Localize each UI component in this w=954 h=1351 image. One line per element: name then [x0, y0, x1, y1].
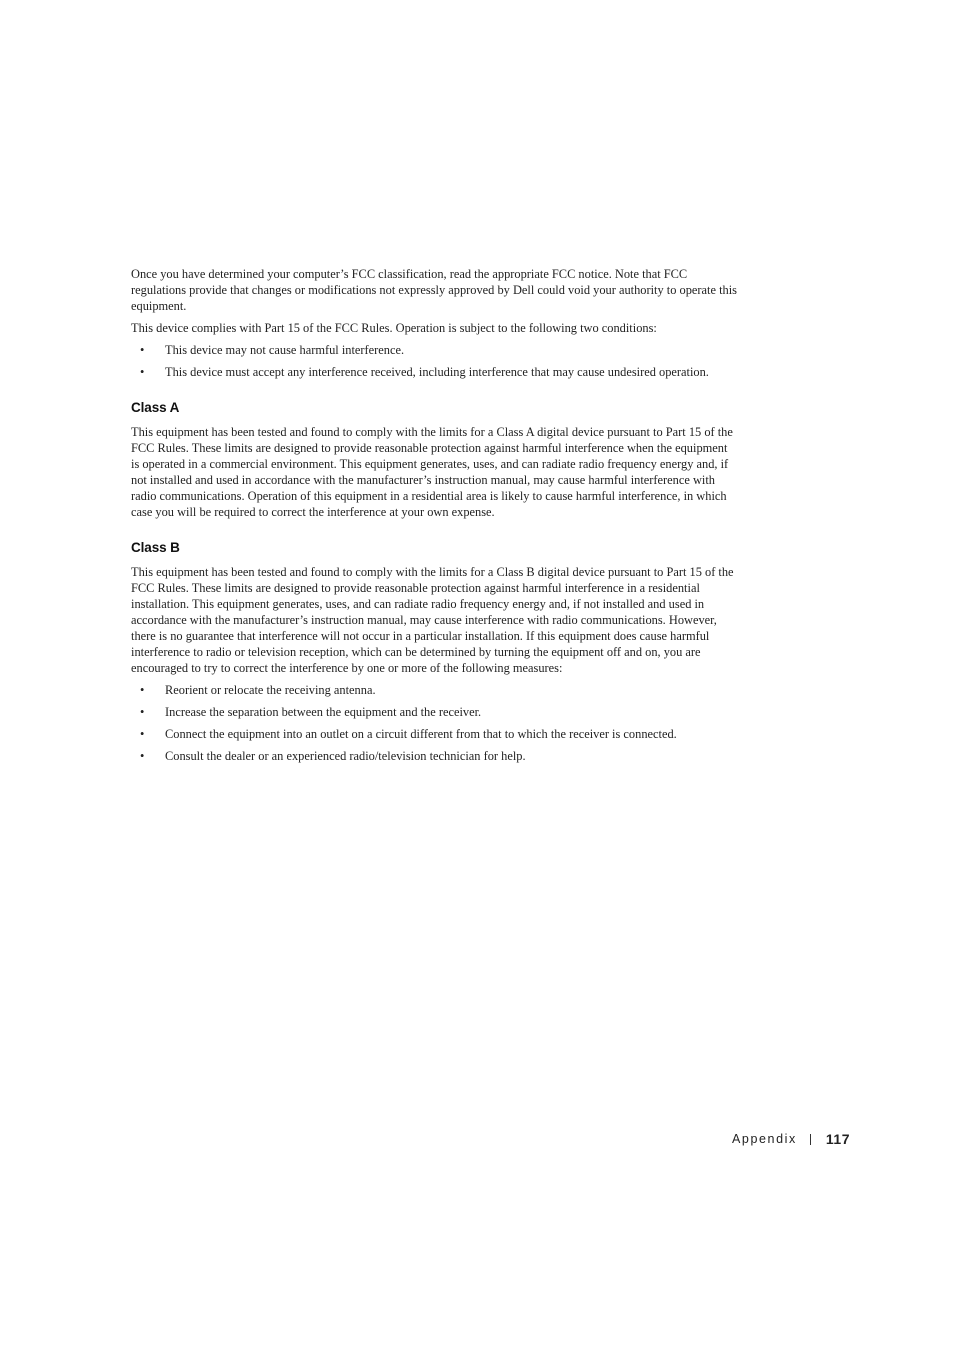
class-b-paragraph: This equipment has been tested and found to comply with the limits for a Class B digital device pursuant to Part 15 of the FCC Rules. These limits are designed to provide reasonable protection against harmful interference in a residential installation. This equipment generates, uses, and can radiate radio frequency energy and, if not installed and used in accordance with the manufacturer’s instruction manual, may cause interference with radio communications. However, there is no guarantee that interference will not occur in a particular installation. If this equipment does cause harmful interference to radio or television reception, which can be determined by turning the equipment off and on, you are encouraged to try to correct the interference by one or more of the following measures:: [131, 565, 734, 675]
bullet-icon: •: [140, 365, 145, 379]
class-a-heading: Class A: [131, 400, 180, 415]
list-item-text: This device may not cause harmful interference.: [165, 343, 405, 357]
class-a-paragraph: This equipment has been tested and found to comply with the limits for a Class A digital device pursuant to Part 15 of the FCC Rules. These limits are designed to provide reasonable protection against harmful interference when the equipment is operated in a commercial environment. This equipment generates, uses, and can radiate radio frequency energy and, if not installed and used in accordance with the manufacturer’s instruction manual, may cause harmful interference with radio communications. Operation of this equipment in a residential area is likely to cause harmful interference, in which case you will be required to correct the interference at your own expense.: [131, 425, 733, 519]
bullet-icon: •: [140, 727, 145, 741]
bullet-icon: •: [140, 343, 145, 357]
conditions-list: [131, 342, 737, 380]
list-item-text: This device must accept any interference received, including interference that may cause undesired operation.: [165, 365, 709, 379]
intro-paragraph-2: This device complies with Part 15 of the FCC Rules. Operation is subject to the following two conditions:: [131, 321, 657, 335]
class-b-heading: Class B: [131, 540, 180, 555]
page-number: 117: [825, 1131, 850, 1147]
list-item-text: Consult the dealer or an experienced radio/television technician for help.: [165, 749, 526, 763]
list-item: [131, 682, 737, 698]
list-item: [131, 704, 737, 720]
list-item: [131, 342, 737, 358]
footer-section-title: Appendix: [731, 1132, 797, 1146]
list-item: [131, 364, 737, 380]
list-item: [131, 748, 737, 764]
list-item-text: Reorient or relocate the receiving antenna.: [165, 683, 376, 697]
intro-paragraph-1: Once you have determined your computer’s FCC classification, read the appropriate FCC notice. Note that FCC regulations provide that changes or modifications not expressly approved by Dell could void your authority to operate this equipment.: [131, 267, 737, 313]
measures-list: [131, 682, 737, 764]
list-item: [131, 726, 737, 742]
document-body: [131, 266, 737, 770]
bullet-icon: •: [140, 705, 145, 719]
list-item-text: Increase the separation between the equipment and the receiver.: [165, 705, 482, 719]
bullet-icon: •: [140, 749, 145, 763]
list-item-text: Connect the equipment into an outlet on a circuit different from that to which the receiver is connected.: [165, 727, 677, 741]
bullet-icon: •: [140, 683, 145, 697]
page-footer: [732, 1131, 850, 1147]
footer-separator: [810, 1134, 811, 1145]
